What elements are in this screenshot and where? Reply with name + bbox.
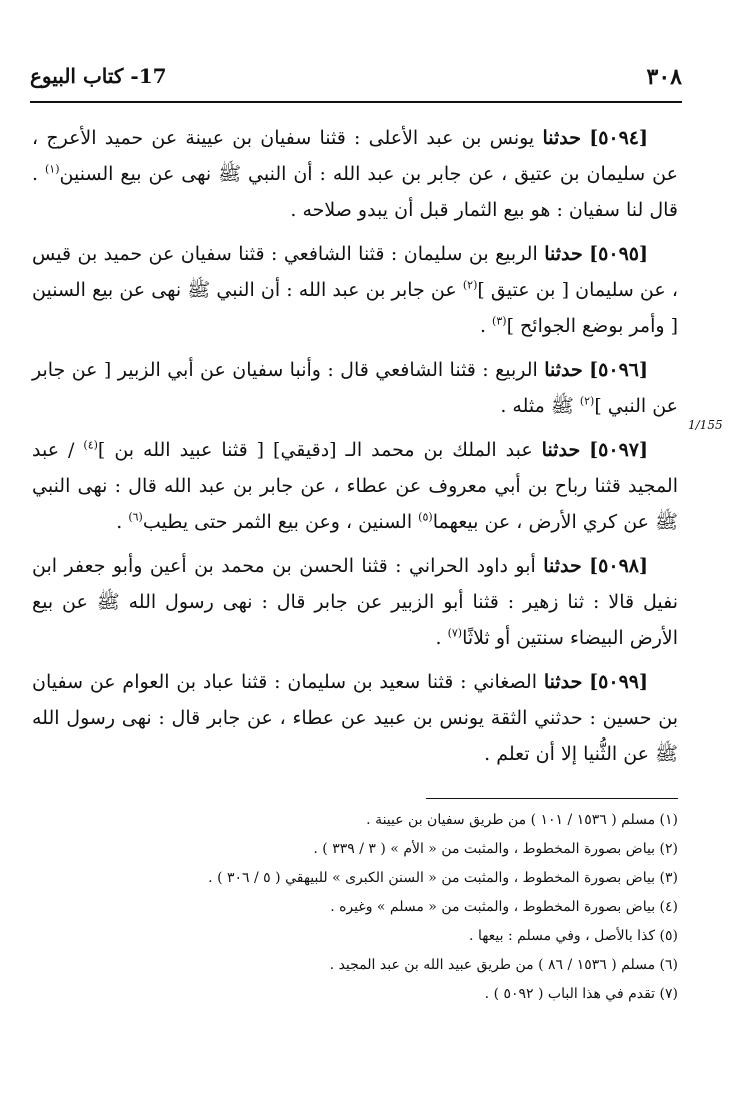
hadith-number: [٥٠٩٩] <box>589 671 648 693</box>
hadith-text: السنين ، وعن بيع الثمر حتى يطيب <box>142 511 419 533</box>
footnote-3: (٣) بياض بصورة المخطوط ، والمثبت من « السنن الكبرى » للبيهقي ( ٥ / ٣٠٦ ) . <box>208 870 678 886</box>
margin-reference: 1/155 <box>688 418 723 432</box>
footnote-4: (٤) بياض بصورة المخطوط ، والمثبت من « مسلم » وغيره . <box>330 899 678 915</box>
hadith-body <box>32 118 678 778</box>
header-rule <box>30 101 682 103</box>
footnote-marker: (٣) <box>492 314 507 328</box>
hadith-text: عن جابر بن عبد الله : أن النبي ﷺ نهى عن بيع السنين [ وأمر بوضع الجوائح ] <box>32 279 678 337</box>
hadith-number: [٥٠٩٦] <box>589 359 648 381</box>
footnote-6: (٦) مسلم ( ١٥٣٦ / ٨٦ ) من طريق عبيد الله بن عبد المجيد . <box>329 957 678 973</box>
footnote-marker: (١) <box>45 162 60 176</box>
hadith-text: الصغاني : قثنا سعيد بن سليمان : قثنا عباد بن العوام عن سفيان بن حسين : حدثني الثقة يونس بن عبيد عن عطاء ، عن جابر قال : نهى رسول الله ﷺ عن الثُّنيا إلا أن تعلم . <box>32 671 678 765</box>
hadith-opening: حدثنا <box>544 359 583 381</box>
footnote-marker: (٢) <box>462 278 478 292</box>
hadith-text: الربيع : قثنا الشافعي قال : وأنبا سفيان عن أبي الزبير [ عن جابر عن النبي ] <box>32 359 678 417</box>
hadith-number: [٥٠٩٨] <box>589 555 648 577</box>
hadith-number: [٥٠٩٧] <box>589 439 648 461</box>
footnote-1: (١) مسلم ( ١٥٣٦ / ١٠١ ) من طريق سفيان بن عيينة . <box>366 812 678 828</box>
hadith-5095 <box>32 234 678 344</box>
footnote-7: (٧) تقدم في هذا الباب ( ٥٠٩٢ ) . <box>484 986 678 1002</box>
hadith-text: الربيع بن سليمان : قثنا الشافعي : قثنا سفيان عن حميد بن قيس ، عن سليمان [ بن عتيق ] <box>32 243 678 301</box>
book-title: 17- كتاب البيوع <box>30 64 167 88</box>
footnote-marker: (٢) <box>579 394 595 408</box>
hadith-opening: حدثنا <box>542 127 581 149</box>
footnote-marker: (٦) <box>128 510 143 524</box>
hadith-opening: حدثنا <box>543 671 583 693</box>
footnote-rule <box>426 798 678 799</box>
hadith-text: . <box>435 627 448 649</box>
hadith-text: ﷺ مثله . <box>500 395 580 417</box>
hadith-5098 <box>32 546 678 656</box>
footnotes <box>120 806 678 1009</box>
footnote-marker: (٧) <box>447 626 463 640</box>
page-header <box>30 60 682 100</box>
hadith-text: . <box>116 511 129 533</box>
page-number: ٣٠٨ <box>646 64 682 90</box>
hadith-text: يونس بن عبد الأعلى : قثنا سفيان بن عيينة عن حميد الأعرج ، عن سليمان بن عتيق ، عن جابر بن عبد الله : أن النبي ﷺ نهى عن بيع السنين <box>32 127 678 185</box>
hadith-number: [٥٠٩٤] <box>589 127 649 149</box>
hadith-text: . قال لنا سفيان : هو بيع الثمار قبل أن يبدو صلاحه . <box>32 163 678 221</box>
footnote-marker: (٤) <box>83 438 98 452</box>
hadith-text: عبد الملك بن محمد الـ [دقيقي] [ قثنا عبيد الله بن ] <box>97 439 542 461</box>
hadith-5094 <box>32 118 678 228</box>
footnote-2: (٢) بياض بصورة المخطوط ، والمثبت من « الأم » ( ٣ / ٣٣٩ ) . <box>313 841 678 857</box>
hadith-text: . <box>479 315 493 337</box>
hadith-opening: حدثنا <box>541 439 581 461</box>
hadith-opening: حدثنا <box>543 555 582 577</box>
hadith-5097 <box>32 430 678 540</box>
hadith-text: / عبد المجيد قثنا رباح بن أبي معروف عن عطاء ، عن جابر بن عبد الله قال : نهى النبي ﷺ عن كري الأرض ، عن بيعهما <box>32 439 678 533</box>
footnote-marker: (٥) <box>418 510 433 524</box>
hadith-number: [٥٠٩٥] <box>589 243 648 265</box>
hadith-5096 <box>32 350 678 424</box>
footnote-5: (٥) كذا بالأصل ، وفي مسلم : بيعها . <box>469 928 678 944</box>
hadith-text: أبو داود الحراني : قثنا الحسن بن محمد بن أعين وأبو جعفر ابن نفيل قالا : ثنا زهير : قثنا أبو الزبير عن جابر قال : نهى رسول الله ﷺ عن بيع الأرض البيضاء سنتين أو ثلاثًا <box>32 555 678 649</box>
hadith-5099 <box>32 662 678 772</box>
hadith-opening: حدثنا <box>544 243 583 265</box>
